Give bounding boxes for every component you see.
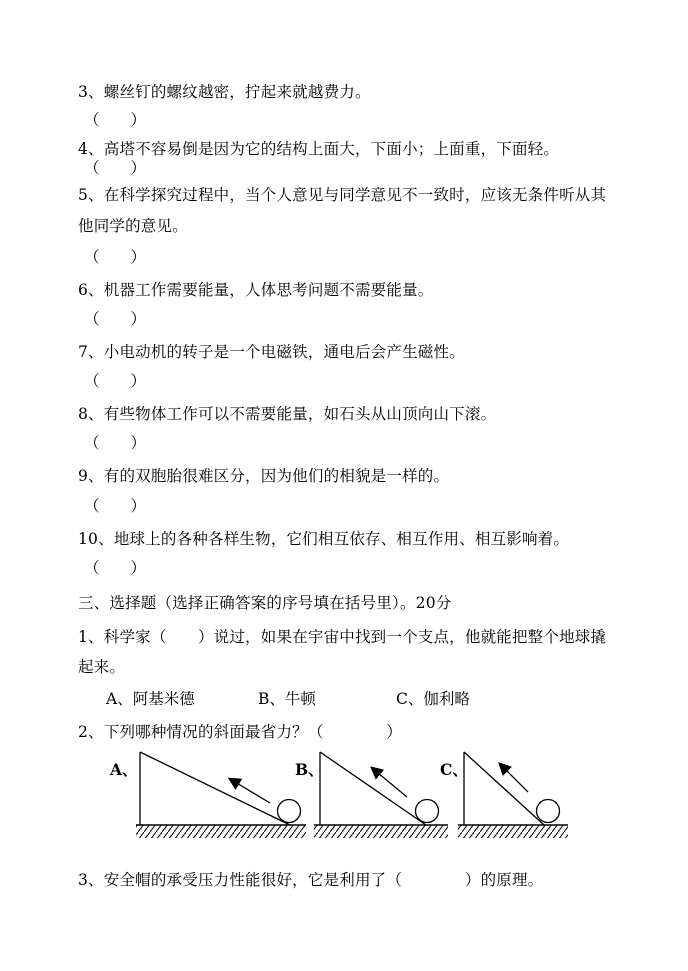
diagram-b-label: B、 (295, 760, 324, 779)
item-5-text-line2: 他同学的意见。 (78, 217, 188, 235)
diagram-a-label: A、 (110, 760, 138, 779)
diagram-c-label: C、 (440, 760, 468, 779)
item-4-text: 4、高塔不容易倒是因为它的结构上面大，下面小；上面重，下面轻。 (78, 140, 560, 158)
item-8-answer-paren[interactable]: （ ） (84, 434, 147, 452)
item-9-text: 9、有的双胞胎很难区分，因为他们的相貌是一样的。 (78, 467, 450, 485)
item-10-text: 10、地球上的各种各样生物，它们相互依存、相互作用、相互影响着。 (78, 530, 570, 548)
q1-option-b[interactable]: B、牛顿 (258, 690, 316, 708)
item-5-text-line1: 5、在科学探究过程中，当个人意见与同学意见不一致时，应该无条件听从其 (78, 186, 607, 204)
q1-option-c[interactable]: C、伽利略 (396, 690, 470, 708)
section3-heading: 三、选择题（选择正确答案的序号填在括号里）。20分 (78, 594, 452, 612)
item-7-text: 7、小电动机的转子是一个电磁铁，通电后会产生磁性。 (78, 343, 465, 361)
item-10-answer-paren[interactable]: （ ） (84, 559, 147, 577)
q1-text-line1: 1、科学家（ ）说过，如果在宇宙中找到一个支点，他就能把整个地球撬 (78, 628, 607, 646)
item-8-text: 8、有些物体工作可以不需要能量，如石头从山顶向山下滚。 (78, 405, 497, 423)
q2-text: 2、下列哪种情况的斜面最省力？（ ） (78, 723, 403, 741)
item-3-answer-paren[interactable]: （ ） (84, 111, 147, 129)
item-5-answer-paren[interactable]: （ ） (84, 248, 147, 266)
q1-text-line2: 起来。 (78, 658, 126, 676)
item-7-answer-paren[interactable]: （ ） (84, 372, 147, 390)
incline-a[interactable] (136, 752, 306, 838)
item-9-answer-paren[interactable]: （ ） (84, 497, 147, 515)
item-4-answer-paren[interactable]: （ ） (84, 159, 147, 177)
item-6-answer-paren[interactable]: （ ） (84, 310, 147, 328)
q1-option-a[interactable]: A、阿基米德 (106, 690, 195, 708)
q3-text: 3、安全帽的承受压力性能很好，它是利用了（ ）的原理。 (78, 871, 544, 889)
incline-c[interactable] (458, 752, 568, 838)
item-3-text: 3、螺丝钉的螺纹越密，拧起来就越费力。 (78, 83, 371, 101)
item-6-text: 6、机器工作需要能量，人体思考问题不需要能量。 (78, 281, 434, 299)
incline-b[interactable] (314, 752, 448, 838)
